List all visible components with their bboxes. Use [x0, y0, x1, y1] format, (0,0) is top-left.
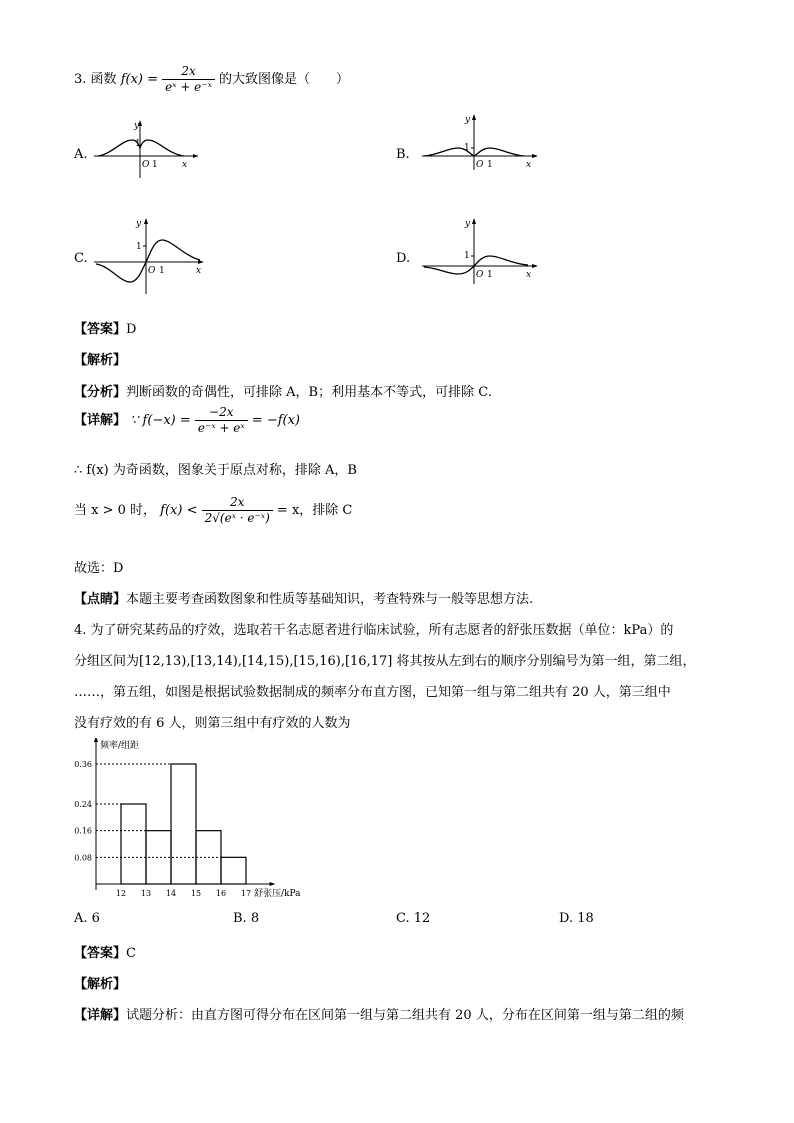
q3-xj-denominator: e⁻ˣ + eˣ	[195, 420, 248, 436]
x-tick-label: 15	[190, 889, 202, 898]
q4-xiangjie-text: 试题分析：由直方图可得分布在区间第一组与第二组共有 20 人，分布在区间第一组与第二组的频	[126, 1008, 684, 1023]
x-axis-label: 舒张压/kPa	[254, 889, 301, 898]
graph-a-one-label: 1	[135, 139, 141, 149]
q3-c-f: f(x) <	[160, 503, 198, 518]
q4-stem-line-3: ……，第五组，如图是根据试验数据制成的频率分布直方图，已知第一组与第二组共有 20 人，第三组中	[74, 685, 671, 700]
q3-fenxi-tag: 【分析】	[74, 385, 127, 400]
q4-stem-line-2: 分组区间为[12,13),[13,14),[14,15),[15,16),[16,17] 将其按从左到右的顺序分别编号为第一组，第二组，	[74, 654, 696, 669]
q3-option-a-letter: A.	[74, 147, 88, 162]
q4-stem-line-1: 4. 为了研究某药品的疗效，选取若干名志愿者进行临床试验，所有志愿者的舒张压数据（单位：kPa）的	[74, 623, 674, 638]
q3-graph-d	[420, 216, 542, 286]
q3-graph-c	[92, 216, 208, 296]
q3-graph-a	[92, 118, 202, 180]
q3-c-denominator: 2√(eˣ · e⁻ˣ)	[202, 510, 273, 526]
x-tick-label: 13	[140, 889, 152, 898]
q3-xiangjie-tag: 【详解】	[74, 413, 127, 428]
q3-c-numerator: 2x	[230, 495, 245, 509]
q3-fenxi-line	[74, 381, 492, 400]
q3-stem-tail: 的大致图像是（ ）	[219, 72, 350, 87]
q4-xiangjie-line	[74, 1004, 684, 1023]
graph-c-y-label: y	[136, 219, 142, 229]
histogram-bar	[171, 764, 196, 884]
graph-b-tick-one: 1	[487, 160, 493, 170]
q3-fenxi-text: 判断函数的奇偶性，可排除 A，B；利用基本不等式，可排除 C.	[126, 385, 492, 400]
q4-xiangjie-tag: 【详解】	[74, 1008, 127, 1023]
q3-jiexi-heading: 【解析】	[74, 353, 127, 368]
q3-function-lhs: f(x) =	[120, 72, 158, 87]
q4-choice-d: D. 18	[559, 911, 594, 926]
q4-frequency-histogram	[66, 738, 346, 898]
q3-xiangjie-fraction	[195, 405, 248, 436]
q3-number: 3. 函数	[74, 72, 117, 87]
graph-c-origin-label: O	[148, 266, 156, 276]
graph-a-y-label: y	[134, 121, 140, 131]
q3-answer-line	[74, 318, 136, 337]
q3-answer-value: D	[126, 322, 137, 337]
q3-answer-tag: 【答案】	[74, 322, 127, 337]
graph-a-x-label: x	[182, 160, 188, 170]
q3-dianjing-tag: 【点睛】	[74, 592, 127, 607]
graph-b-origin-label: O	[476, 160, 484, 170]
q3-dianjing-line	[74, 588, 533, 607]
q3-xj-numerator: −2x	[209, 405, 234, 419]
graph-a-origin-label: O	[142, 160, 150, 170]
y-tick-label: 0.36	[74, 760, 92, 769]
graph-d-one-label: 1	[464, 251, 470, 261]
q4-stem-line-4: 没有疗效的有 6 人，则第三组中有疗效的人数为	[74, 716, 351, 731]
histogram-bar	[221, 857, 246, 884]
q4-answer-line	[74, 942, 136, 961]
y-axis-label: 频率/组距	[100, 741, 140, 751]
graph-c-tick-one: 1	[159, 266, 165, 276]
q3-c-pre: 当 x > 0 时，	[74, 503, 157, 518]
q3-graph-b	[420, 112, 542, 172]
q3-dianjing-text: 本题主要考查函数图象和性质等基础知识，考查特殊与一般等思想方法.	[126, 592, 534, 607]
graph-c-one-label: 1	[136, 242, 142, 252]
q3-xiangjie-lhs: ∵ f(−x) =	[130, 413, 191, 428]
graph-a-tick-one: 1	[152, 160, 158, 170]
x-axis-arrow	[270, 882, 276, 886]
q3-fraction	[162, 64, 215, 95]
graph-d-tick-one: 1	[487, 270, 493, 280]
q3-guxuan-line: 故选：D	[74, 561, 124, 576]
x-tick-label: 16	[215, 889, 227, 898]
q3-frac-denominator: eˣ + e⁻ˣ	[162, 79, 215, 95]
y-tick-label: 0.16	[74, 826, 92, 836]
y-tick-label: 0.24	[74, 800, 92, 809]
q3-frac-numerator: 2x	[181, 64, 196, 78]
y-tick-label: 0.08	[74, 853, 92, 863]
graph-b-x-label: x	[526, 160, 532, 170]
q4-choice-b: B. 8	[233, 911, 260, 926]
q3-c-fraction	[202, 495, 273, 526]
graph-d-x-label: x	[526, 270, 532, 280]
q4-choice-c: C. 12	[396, 911, 431, 926]
q3-stem	[74, 64, 349, 95]
q3-xiangjie-line	[74, 405, 300, 436]
q4-answer-tag: 【答案】	[74, 946, 127, 961]
q3-option-d-letter: D.	[396, 251, 411, 266]
y-axis-arrow	[94, 738, 98, 742]
q3-odd-function-line: ∴ f(x) 为奇函数，图象关于原点对称，排除 A，B	[74, 463, 357, 478]
q3-xiangjie-rhs: = −f(x)	[251, 413, 301, 428]
x-tick-label: 14	[165, 889, 177, 898]
graph-d-origin-label: O	[476, 270, 484, 280]
q3-exclude-c-line	[74, 495, 352, 526]
q4-answer-value: C	[126, 946, 136, 961]
graph-b-y-label: y	[465, 115, 471, 125]
graph-b-one-label: 1	[464, 143, 470, 153]
q3-option-c-letter: C.	[74, 251, 88, 266]
q3-c-post: = x，排除 C	[276, 503, 353, 518]
x-tick-label: 17	[240, 889, 252, 898]
q3-option-b-letter: B.	[396, 147, 410, 162]
q4-jiexi-heading: 【解析】	[74, 977, 127, 992]
graph-d-y-label: y	[465, 219, 471, 229]
x-tick-label: 12	[115, 889, 127, 898]
q4-choice-a: A. 6	[74, 911, 100, 926]
graph-c-x-label: x	[196, 266, 202, 276]
histogram-bar	[121, 804, 146, 884]
